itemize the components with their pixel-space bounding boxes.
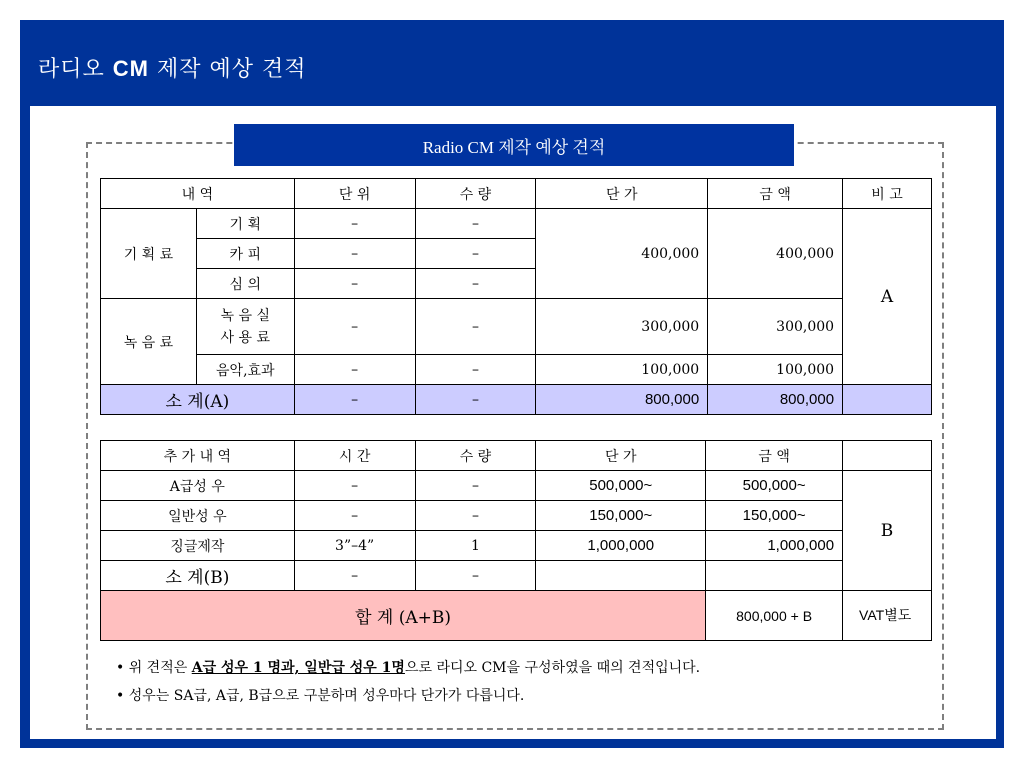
row-qty: – <box>415 299 536 355</box>
music-amount: 100,000 <box>708 355 843 385</box>
row-unit: – <box>294 239 415 269</box>
table-header-row <box>101 179 932 209</box>
subtotal-b-price <box>536 561 706 591</box>
subtotal-a-label: 소 계(A) <box>101 385 295 415</box>
row-qty: – <box>415 355 536 385</box>
row-item: 음악,효과 <box>196 355 294 385</box>
row-amount: 1,000,000 <box>706 531 843 561</box>
estimate-banner: Radio CM 제작 예상 견적 <box>234 124 794 166</box>
base-cost-table <box>100 178 932 415</box>
table-row <box>101 209 932 239</box>
row-qty: – <box>415 239 536 269</box>
row-item: 카 피 <box>196 239 294 269</box>
group-planning: 기 획 료 <box>101 209 197 299</box>
additional-cost-table <box>100 440 932 641</box>
header-time: 시 간 <box>294 441 415 471</box>
row-price: 500,000~ <box>536 471 706 501</box>
footnote-emphasis: A급 성우 1 명과, 일반급 성우 1명 <box>191 660 405 676</box>
vat-note: VAT별도 <box>843 591 932 641</box>
row-price: 1,000,000 <box>536 531 706 561</box>
grand-total-amount: 800,000 + B <box>706 591 843 641</box>
subtotal-a-price: 800,000 <box>536 385 708 415</box>
note-b: B <box>843 471 932 591</box>
planning-price: 400,000 <box>536 209 708 299</box>
subtotal-a-note <box>843 385 932 415</box>
note-a: A <box>843 209 932 385</box>
header-item: 내 역 <box>101 179 295 209</box>
planning-amount: 400,000 <box>708 209 843 299</box>
grand-total-row <box>101 591 932 641</box>
row-qty: 1 <box>415 531 536 561</box>
row-item: 징글제작 <box>101 531 295 561</box>
row-item: 기 획 <box>196 209 294 239</box>
header-price: 단 가 <box>536 441 706 471</box>
row-amount: 150,000~ <box>706 501 843 531</box>
subtotal-a-unit: – <box>294 385 415 415</box>
studio-amount: 300,000 <box>708 299 843 355</box>
header-price: 단 가 <box>536 179 708 209</box>
subtotal-a-amount: 800,000 <box>708 385 843 415</box>
header-amount: 금 액 <box>706 441 843 471</box>
row-time: 3”–4” <box>294 531 415 561</box>
footnote-1: • 위 견적은 A급 성우 1 명과, 일반급 성우 1명으로 라디오 CM을 구성하였을 때의 견적입니다. <box>116 660 701 676</box>
table-row <box>101 471 932 501</box>
table-row <box>101 355 932 385</box>
row-unit: – <box>294 299 415 355</box>
header-note: 비 고 <box>843 179 932 209</box>
row-item: 심 의 <box>196 269 294 299</box>
subtotal-b-time: – <box>294 561 415 591</box>
subtotal-a-qty: – <box>415 385 536 415</box>
subtotal-b-amount <box>706 561 843 591</box>
row-time: – <box>294 471 415 501</box>
grand-total-label: 합 계 (A+B) <box>101 591 706 641</box>
row-price: 150,000~ <box>536 501 706 531</box>
row-amount: 500,000~ <box>706 471 843 501</box>
header-qty: 수 량 <box>415 179 536 209</box>
footnotes <box>116 654 700 710</box>
footnote-2: • 성우는 SA급, A급, B급으로 구분하며 성우마다 단가가 다릅니다. <box>116 688 525 704</box>
table-row <box>101 299 932 355</box>
row-item: 녹 음 실 사 용 료 <box>196 299 294 355</box>
row-qty: – <box>415 501 536 531</box>
group-recording: 녹 음 료 <box>101 299 197 385</box>
music-price: 100,000 <box>536 355 708 385</box>
header-qty: 수 량 <box>415 441 536 471</box>
studio-price: 300,000 <box>536 299 708 355</box>
row-unit: – <box>294 355 415 385</box>
row-item: A급성 우 <box>101 471 295 501</box>
subtotal-b-qty: – <box>415 561 536 591</box>
row-qty: – <box>415 269 536 299</box>
row-qty: – <box>415 209 536 239</box>
slide-title: 라디오 CM 제작 예상 견적 <box>38 56 307 82</box>
subtotal-b-row <box>101 561 932 591</box>
row-unit: – <box>294 269 415 299</box>
subtotal-b-label: 소 계(B) <box>101 561 295 591</box>
row-qty: – <box>415 471 536 501</box>
header-blank <box>843 441 932 471</box>
row-item: 일반성 우 <box>101 501 295 531</box>
table-row <box>101 531 932 561</box>
row-time: – <box>294 501 415 531</box>
table-header-row <box>101 441 932 471</box>
header-amount: 금 액 <box>708 179 843 209</box>
subtotal-a-row <box>101 385 932 415</box>
table-row <box>101 501 932 531</box>
header-extra-item: 추 가 내 역 <box>101 441 295 471</box>
row-unit: – <box>294 209 415 239</box>
header-unit: 단 위 <box>294 179 415 209</box>
